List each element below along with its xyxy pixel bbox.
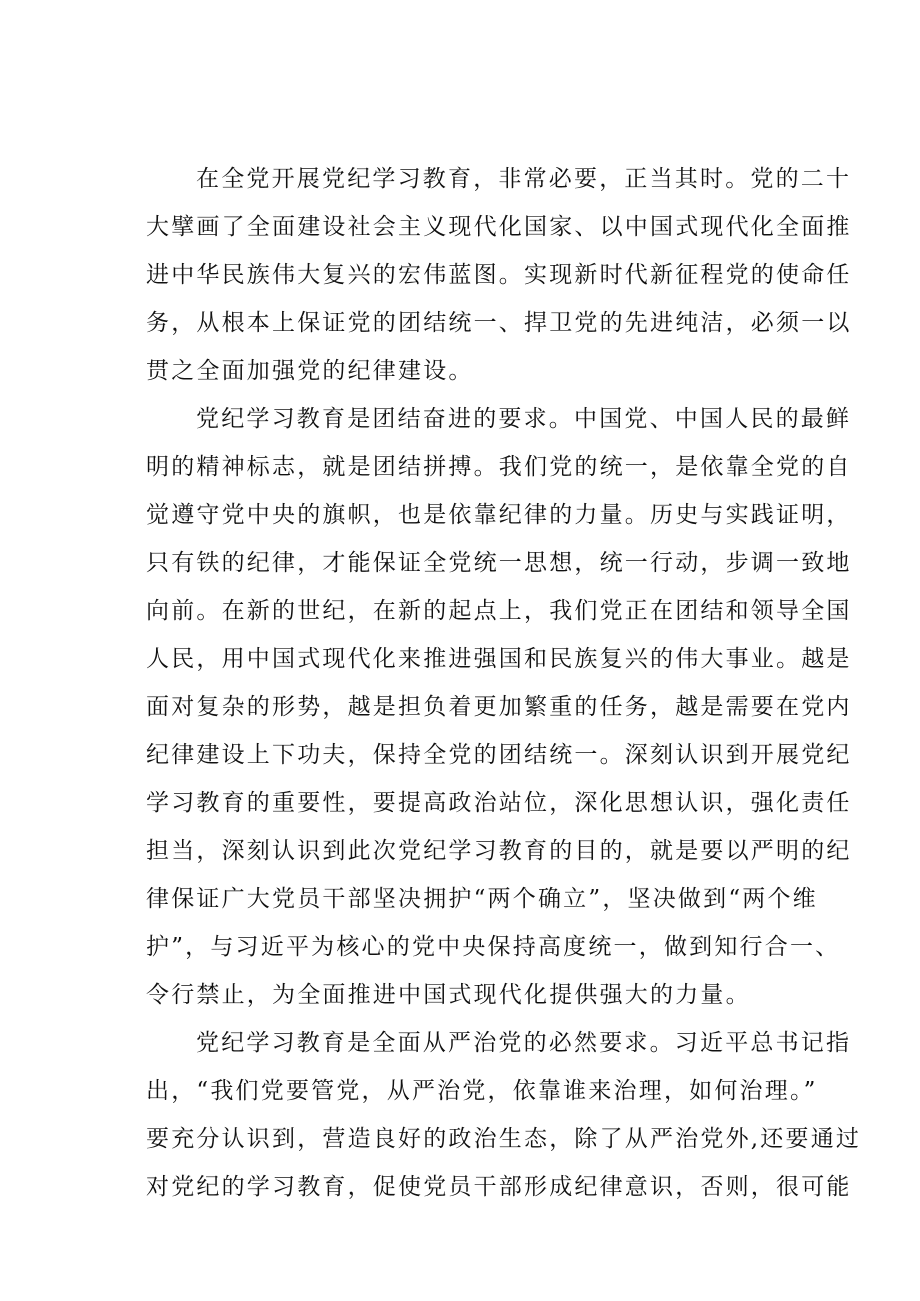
text-line: 只有铁的纪律，才能保证全党统一思想，统一行动，步调一致地 xyxy=(146,550,852,576)
text-line: 明的精神标志，就是团结拼搏。我们党的统一，是依靠全党的自 xyxy=(146,454,852,480)
text-line: 纪律建设上下功夫，保持全党的团结统一。深刻认识到开展党纪 xyxy=(146,742,852,768)
text-line: 令行禁止，为全面推进中国式现代化提供强大的力量。 xyxy=(146,982,751,1008)
text-line: 党纪学习教育是团结奋进的要求。中国党、中国人民的最鲜 xyxy=(196,406,852,432)
text-line: 护”，与习近平为核心的党中央保持高度统一，做到知行合一、 xyxy=(146,934,841,960)
text-line: 面对复杂的形势，越是担负着更加繁重的任务，越是需要在党内 xyxy=(146,694,852,720)
paragraph xyxy=(146,395,852,1019)
text-line: 贯之全面加强党的纪律建设。 xyxy=(146,358,474,384)
text-line: 觉遵守党中央的旗帜，也是依靠纪律的力量。历史与实践证明， xyxy=(146,502,852,528)
text-line: 向前。在新的世纪，在新的起点上，我们党正在团结和领导全国 xyxy=(146,598,852,624)
text-line: 学习教育的重要性，要提高政治站位，深化思想认识，强化责任 xyxy=(146,790,852,816)
text-line: 律保证广大党员干部坚决拥护“两个确立”，坚决做到“两个维 xyxy=(146,886,818,912)
text-line: 人民，用中国式现代化来推进强国和民族复兴的伟大事业。越是 xyxy=(146,646,852,672)
text-line: 要充分认识到，营造良好的政治生态，除了从严治党外,还要通过 xyxy=(146,1126,862,1152)
paragraph xyxy=(146,1019,862,1211)
text-line: 出，“我们党要管党，从严治党，依靠谁来治理，如何治理。” xyxy=(146,1078,818,1104)
text-line: 对党纪的学习教育，促使党员干部形成纪律意识，否则，很可能 xyxy=(146,1174,852,1200)
paragraph xyxy=(146,155,852,395)
text-line: 党纪学习教育是全面从严治党的必然要求。习近平总书记指 xyxy=(196,1030,852,1056)
document-body xyxy=(146,155,862,1211)
text-line: 进中华民族伟大复兴的宏伟蓝图。实现新时代新征程党的使命任 xyxy=(146,262,852,288)
text-line: 在全党开展党纪学习教育，非常必要，正当其时。党的二十 xyxy=(196,166,852,192)
text-line: 担当，深刻认识到此次党纪学习教育的目的，就是要以严明的纪 xyxy=(146,838,852,864)
text-line: 务，从根本上保证党的团结统一、捍卫党的先进纯洁，必须一以 xyxy=(146,310,852,336)
text-line: 大擘画了全面建设社会主义现代化国家、以中国式现代化全面推 xyxy=(146,214,852,240)
